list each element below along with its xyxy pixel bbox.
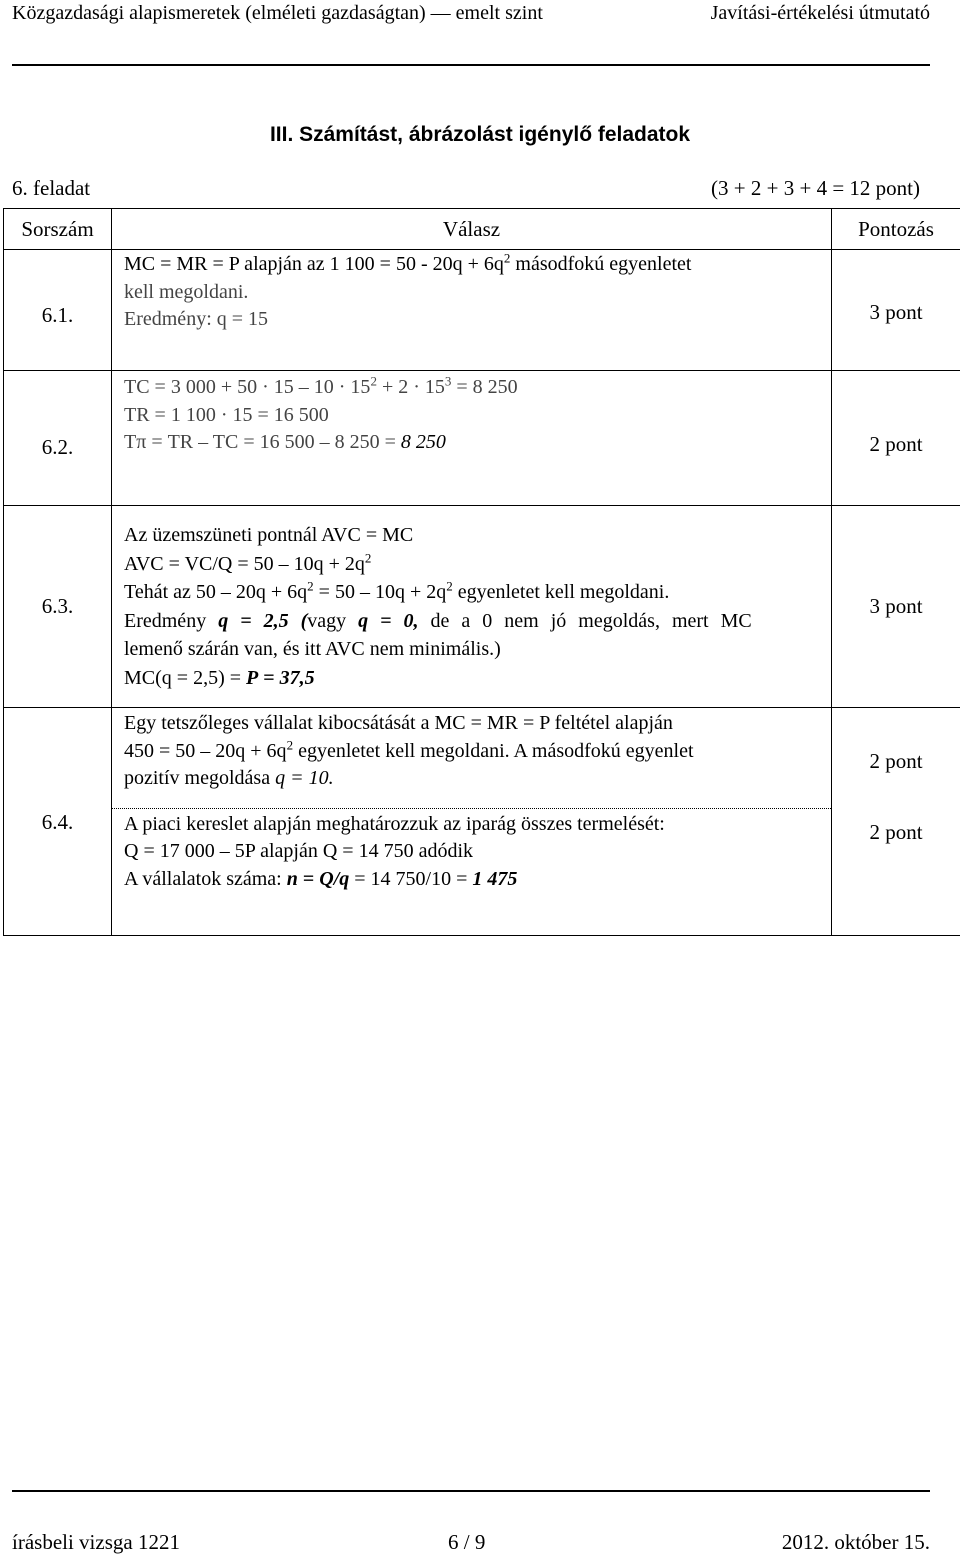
answer-line: AVC = $VC/Q = 50 - 10q + 2q^2$ [124,549,372,575]
answer-line: lemenő szárán van, és itt AVC nem minimális.) [124,638,501,660]
answer-line: MC(q = 2,5) = P = 37,5 [124,666,315,689]
answer-line: A vállalatok száma: n = Q/q = 14 750/10 = 1 475 [124,867,518,890]
header-answer: Válasz [112,209,832,250]
answer-line: MC = MR = P alapján az 1 $100 = 50 - 20q + 6q^2$ másodfokú egyenletet [124,250,692,275]
answer-line: pozitív megoldása q = 10. [124,767,334,789]
answer-line: Egy tetszőleges vállalat kibocsátását a MC = MR = P feltétel alapján [124,712,673,734]
header-score: Pontozás [832,209,960,250]
row-number: 6.2. [4,371,112,506]
footer-date: 2012. október 15. [781,1530,930,1554]
section-title: III. Számítást, ábrázolást igénylő feladatok [269,123,691,146]
answer-line: A piaci kereslet alapján meghatározzuk az iparág összes termelését: [124,812,665,835]
answer-line: TC = 3 $000 + 50 \cdot 15 - 10 \cdot 15^2 + 2 \cdot 15^3 = 8$ 250 [124,373,518,398]
answer-line: Q = 17 000 – 5P alapján Q = 14 750 adódik [124,840,474,862]
answer-line: kell megoldani. [124,280,249,303]
row-answer [112,250,832,371]
row-score: 3 pont [832,250,960,371]
row-number: 6.4. [4,708,112,936]
answer-line: Eredmény q = 2,5 (vagy q = 0, de a 0 nem jó megoldás, mert MC [124,609,752,632]
header-title: Közgazdasági alapismeretek (elméleti gazdaságtan) — emelt szint [12,2,543,24]
answer-line: Eredmény: q = 15 [124,308,269,330]
answer-line: Tehát az $50 - 20q + 6q^2 = 50 - 10q + 2q^2$ egyenletet kell megoldani. [124,578,670,603]
task-points: (3 + 2 + 3 + 4 = 12 pont) [711,176,920,200]
footer-page-number: 6 / 9 [448,1530,486,1554]
header-right: Javítási-értékelési útmutató [710,2,930,24]
row-score: 3 pont [832,506,960,708]
row-number: 6.3. [4,506,112,708]
footer-exam: írásbeli vizsga 1221 [12,1530,180,1554]
solution-table [3,208,960,936]
part-score: 2 pont [869,749,923,773]
table-row [4,371,960,506]
answer-line: Az üzemszüneti pontnál AVC = MC [124,524,414,546]
table-row [4,708,960,936]
table-row [4,250,960,371]
row-score: 2 pont [832,371,960,506]
answer-part [112,809,831,894]
answer-line: $450 = 50 - 20q + 6q^2$ egyenletet kell megoldani. A másodfokú egyenlet [124,736,694,762]
table-row [4,506,960,708]
header-divider [12,64,930,66]
answer-line: TR = 1 100 · 15 = 16 500 [124,403,329,426]
answer-line: Tπ = TR – TC = 16 500 – 8 250 = 8 250 [124,431,446,453]
answer-part [112,708,831,809]
row-number: 6.1. [4,250,112,371]
row-answer [112,506,832,708]
task-title: 6. feladat [12,176,91,200]
row-answer [112,371,832,506]
row-score [832,708,960,936]
footer-divider [12,1490,930,1492]
table-header-row [4,209,960,250]
row-answer [112,708,832,936]
header-number: Sorszám [4,209,112,250]
part-score: 2 pont [869,820,923,844]
